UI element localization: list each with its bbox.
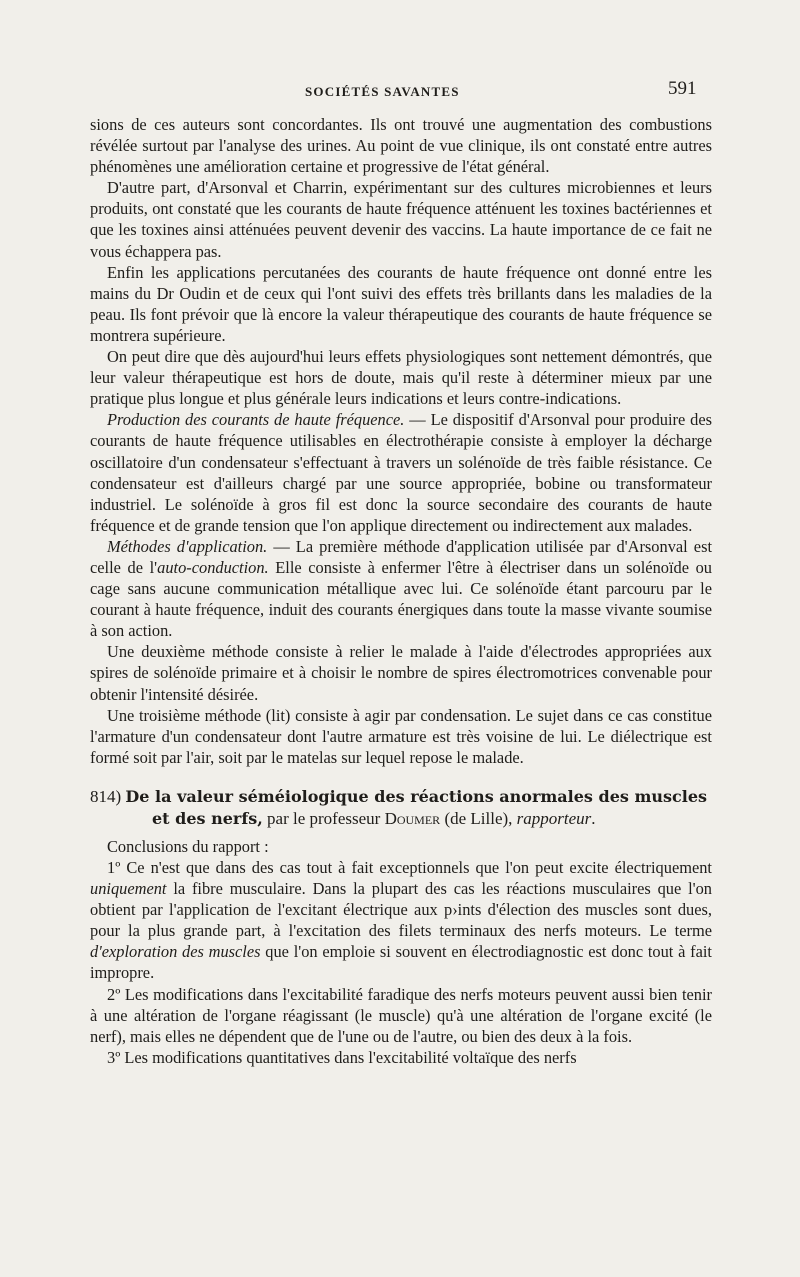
emphasis: auto-conduction. — [157, 557, 269, 577]
author-name: Doumer — [384, 808, 441, 828]
paragraph-text: Elle consiste à enfermer l'être à électriser dans un solénoïde ou cage sans aucune communication métallique avec lui. Ce solénoïde étant parcouru par le courant à haute fréquence, induit des courants énergiques dans toute la masse vivante soumise à son action. — [90, 557, 712, 641]
paragraph: sions de ces auteurs sont concordantes. Ils ont trouvé une augmentation des combustions révélée surtout par l'analyse des urines. Au point de vue clinique, ils ont constaté entre autres phénomènes une amélioration certaine et progressive de l'état général. — [90, 115, 712, 177]
subsection-title: Production des courants de haute fréquence. — [107, 410, 405, 430]
affiliation: (de Lille), — [440, 808, 517, 828]
conclusions-intro: Conclusions du rapport : — [107, 836, 269, 856]
emphasis: d'exploration des muscles — [90, 942, 261, 962]
page-number: 591 — [668, 78, 697, 99]
section-title-line1: De la valeur séméiologique des réactions anormales des muscles — [125, 786, 708, 806]
conclusion-item: 3º Les modifications quantitatives dans l'excitabilité voltaïque des nerfs — [107, 1047, 577, 1067]
byline: par le professeur — [262, 808, 385, 828]
conclusion-item: 2º Les modifications dans l'excitabilité faradique des nerfs moteurs peuvent aussi bien tenir à une altération de l'organe réagissant (le muscle) qu'à une altération de l'organe excité (le nerf), mais elles ne dépendent que de l'une ou de l'autre, ou bien des deux à la fois. — [90, 984, 712, 1046]
running-title: SOCIÉTÉS SAVANTES — [305, 84, 460, 99]
body-text — [90, 114, 712, 1068]
subsection-title: Méthodes d'application. — [107, 536, 268, 556]
paragraph-text: — Le dispositif d'Arsonval pour produire des courants de haute fréquence utilisables en électrothérapie consiste à employer la décharge oscillatoire d'un condensateur s'effectuant à travers un solénoïde de très faible résistance. Ce condensateur est d'ailleurs chargé par une source appropriée, bobine ou transformateur industriel. Le solénoïde à gros fil est donc la source secondaire des courants de haute fréquence et de grande tension que l'on applique directement ou indirectement aux malades. — [90, 410, 712, 535]
paragraph: Une troisième méthode (lit) consiste à agir par condensation. Le sujet dans ce cas constitue l'armature d'un condensateur dont l'autre armature est très voisine de lui. Le diélectrique est formé soit par l'air, soit par le matelas sur lequel repose le malade. — [90, 705, 712, 767]
author-role: rapporteur — [516, 808, 592, 828]
section-heading — [90, 786, 712, 830]
paragraph-text: la fibre musculaire. Dans la plupart des cas les réactions musculaires que l'on obtient par l'application de l'excitant électrique aux p›ints d'élection des muscles sont dues, pour la plus grande part, à l'excitation des filets terminaux des nerfs moteurs. Le terme — [90, 879, 712, 941]
role-end: . — [591, 808, 596, 828]
paragraph-text: que l'on emploie si souvent en électrodiagnostic est donc tout à fait impropre. — [90, 942, 712, 983]
emphasis: uniquement — [90, 879, 167, 899]
section-number: 814) — [90, 786, 122, 806]
paragraph: Une deuxième méthode consiste à relier le malade à l'aide d'électrodes appropriées aux spires de solénoïde primaire et à choisir le nombre de spires électromotrices convenable pour obtenir l'intensité désirée. — [90, 642, 712, 704]
paragraph — [90, 536, 712, 641]
paragraph: D'autre part, d'Arsonval et Charrin, expérimentant sur des cultures microbiennes et leurs produits, ont constaté que les courants de haute fréquence atténuent les toxines bactériennes et que les toxines ainsi atténuées peuvent devenir des vaccins. La haute importance de ce fait ne vous échappera pas. — [90, 178, 712, 261]
paragraph — [90, 409, 712, 536]
paragraph: Enfin les applications percutanées des courants de haute fréquence ont donné entre les mains du Dr Oudin et de ceux qui l'ont suivi des effets très brillants dans les maladies de la peau. Ils font prévoir que là encore la valeur thérapeutique des courants de haute fréquence se montrera supérieure. — [90, 262, 712, 345]
paragraph-text: 1º Ce n'est que dans des cas tout à fait exceptionnels que l'on peut excite électriquement — [107, 858, 712, 877]
paragraph: On peut dire que dès aujourd'hui leurs effets physiologiques sont nettement démontrés, que leur valeur thérapeutique est hors de doute, mais qu'il reste à déterminer mieux par une pratique plus longue et plus générale leurs indications et leurs contre-indications. — [90, 347, 712, 409]
conclusion-item — [90, 857, 712, 984]
section-title-line2: et des nerfs, — [152, 808, 263, 828]
paragraph-text: — La première méthode d'application utilisée par d'Arsonval est celle de l' — [90, 536, 712, 577]
running-header — [0, 80, 800, 104]
section-title-line2-wrap — [90, 808, 712, 830]
